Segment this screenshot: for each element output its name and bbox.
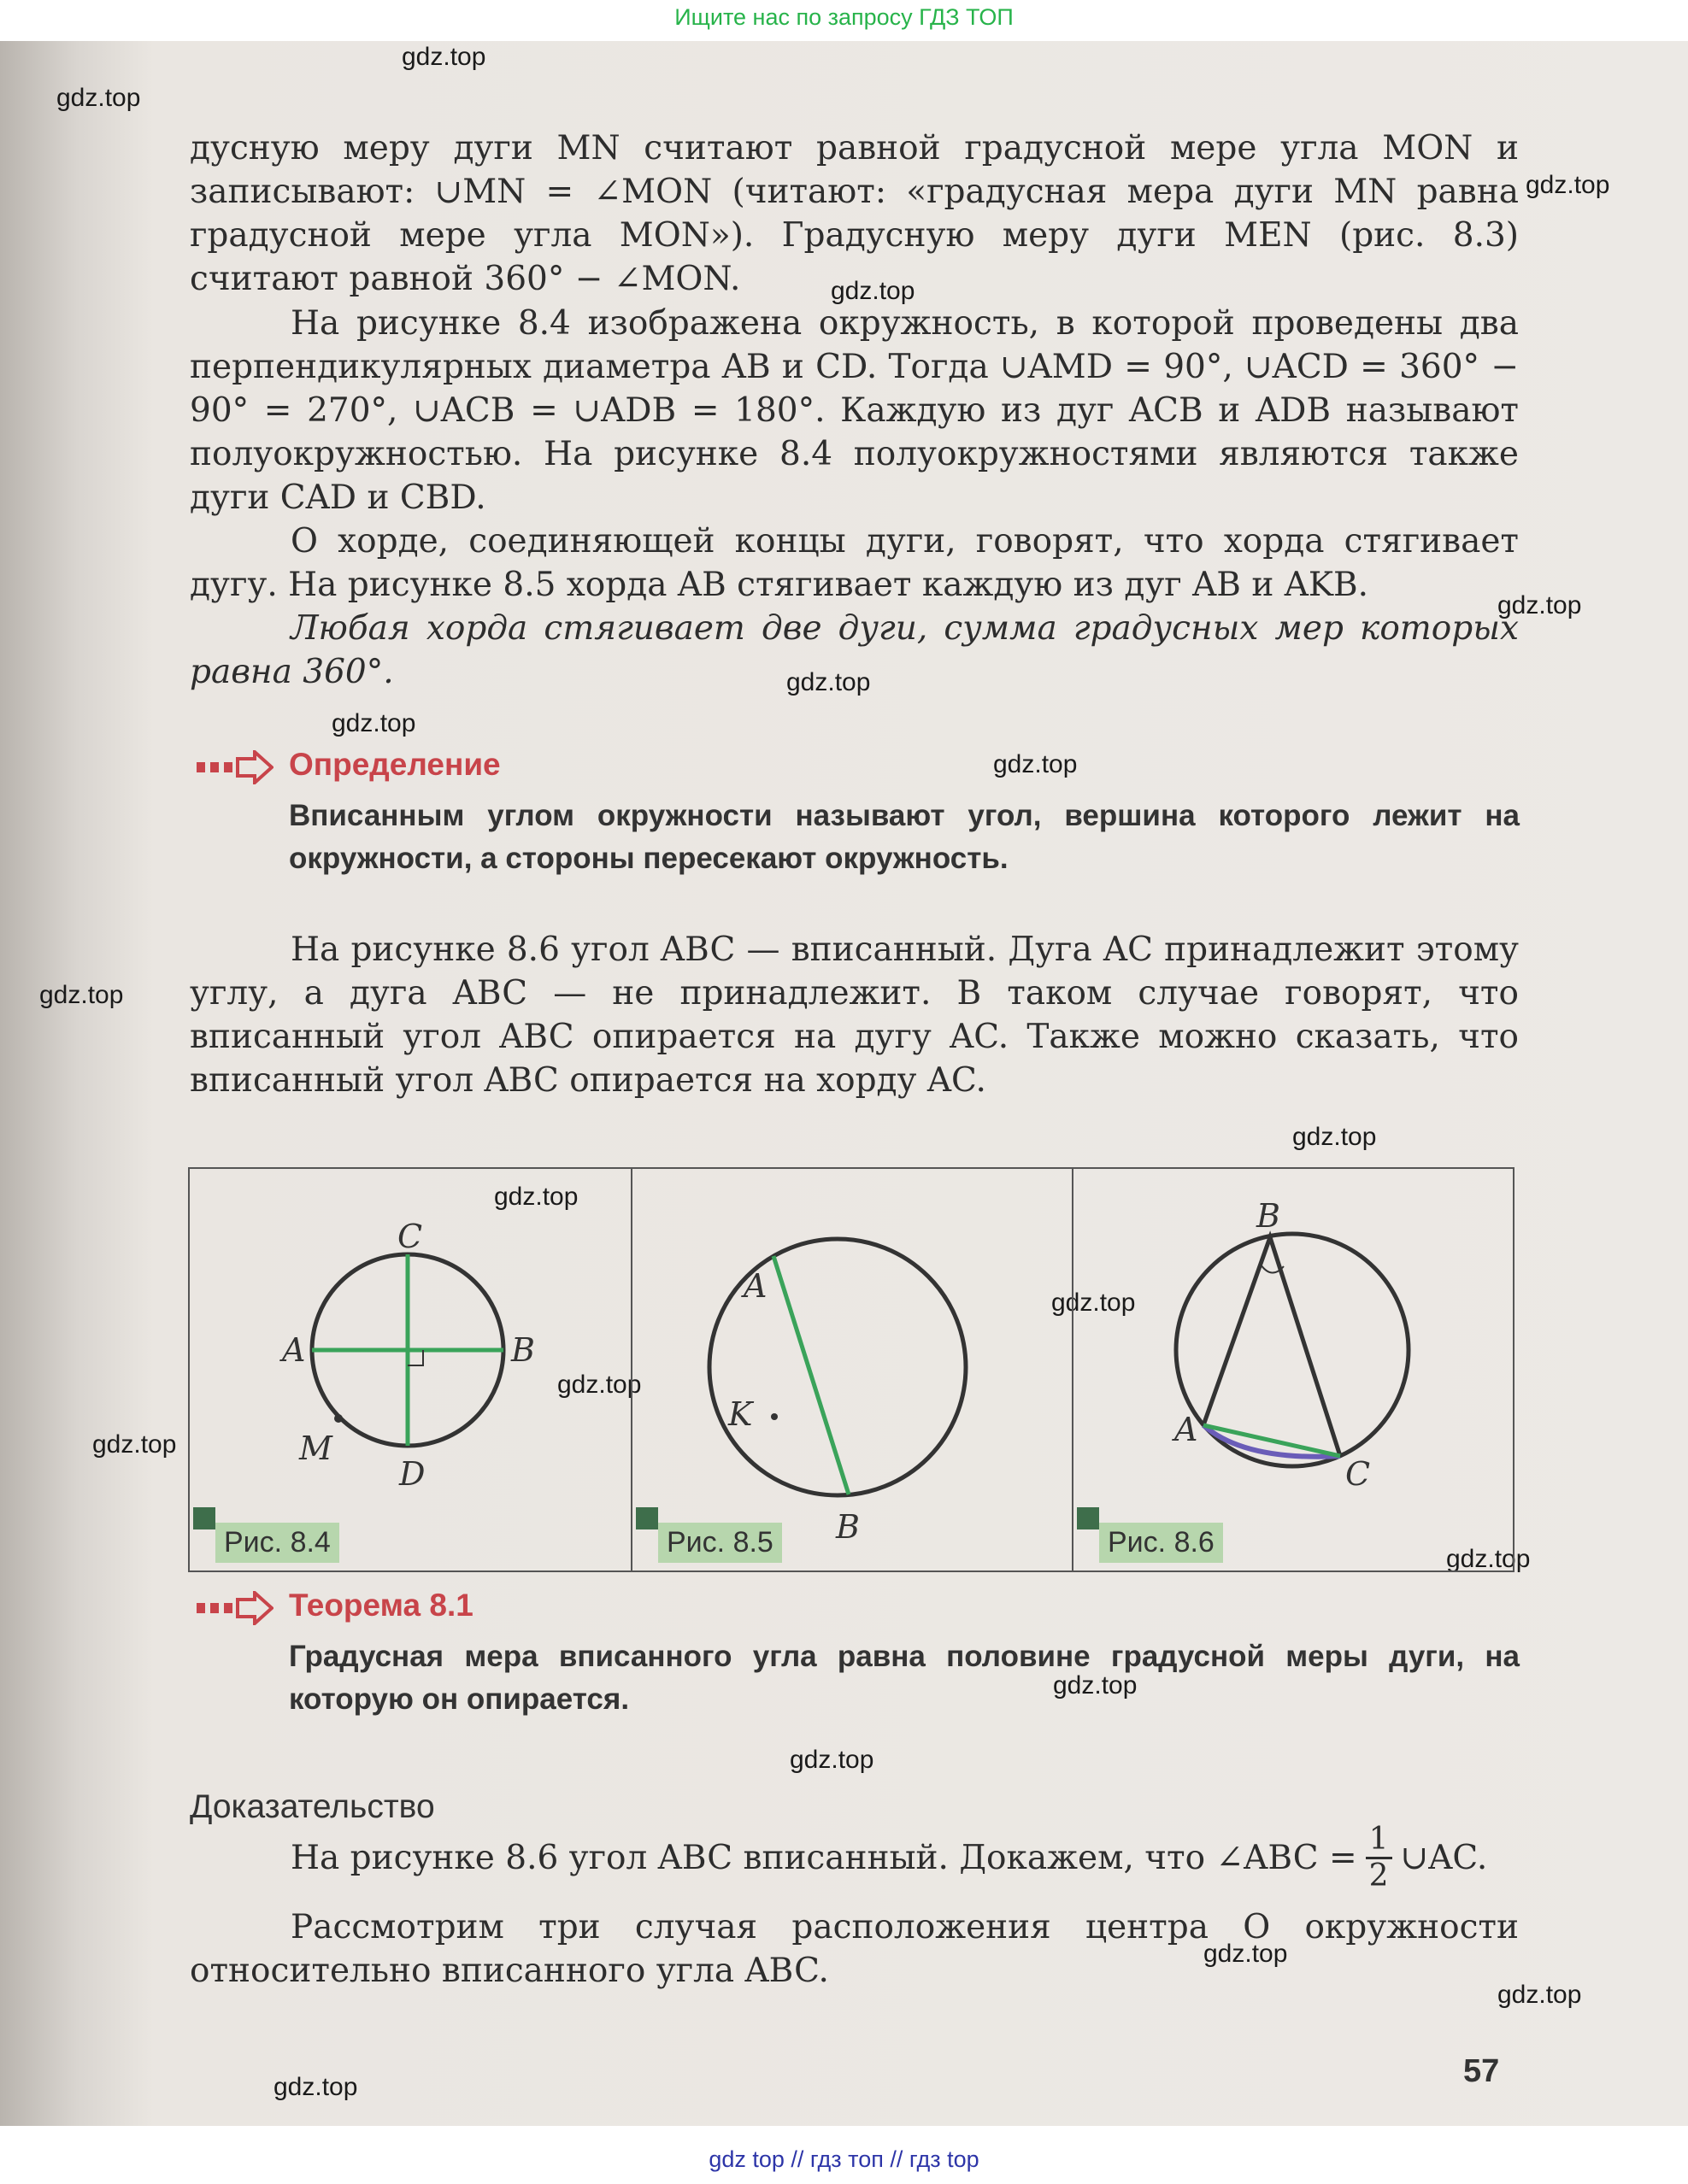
watermark: gdz.top: [92, 1430, 177, 1459]
caption-square: [636, 1507, 658, 1529]
paragraph-italic-rule: [190, 607, 1519, 694]
point-label-D: D: [399, 1455, 426, 1493]
proof-line-1-suffix: ∪AC.: [1400, 1839, 1488, 1877]
point-label-A: A: [1174, 1411, 1198, 1448]
point-label-B: B: [1256, 1197, 1280, 1235]
paragraph-chord: [190, 520, 1519, 607]
caption-square: [1077, 1507, 1099, 1529]
watermark: gdz.top: [993, 750, 1078, 778]
paragraph-fig-8-6: [190, 928, 1519, 1102]
caption-square: [193, 1507, 215, 1529]
point-label-A: A: [744, 1267, 768, 1305]
figures-panel: [188, 1167, 1514, 1572]
watermark: gdz.top: [402, 43, 486, 71]
point-label-A: A: [282, 1331, 306, 1369]
figure-8-6: [1073, 1169, 1513, 1570]
point-label-B: B: [511, 1331, 535, 1369]
figure-8-5-caption: Рис. 8.5: [658, 1523, 782, 1563]
definition-arrow-icon: [195, 750, 273, 784]
fraction-numerator: 1: [1366, 1823, 1392, 1859]
watermark: gdz.top: [557, 1371, 642, 1399]
figure-8-5: [632, 1169, 1073, 1570]
textbook-page: [0, 41, 1688, 2126]
proof-title: Доказательство: [190, 1788, 435, 1825]
fraction: [1366, 1823, 1392, 1893]
watermark: gdz.top: [332, 709, 416, 737]
watermark: gdz.top: [1053, 1671, 1138, 1700]
figure-8-5-drawing: [632, 1169, 1072, 1570]
figure-8-6-drawing: [1073, 1169, 1513, 1570]
paragraph-fig-8-4-text: На рисунке 8.4 изображена окружность, в которой проведены два перпендикулярных диаметра AB и CD. Тогда ∪AMD = 90°, ∪ACD = 360° − 90° = 270°, ∪ACB = ∪ADB = 180°. Каждую из дуг ACB и ADB называют полуокружностью. На рисунке 8.4 полуокружностями являются также дуги CAD и CBD.: [190, 304, 1519, 517]
watermark: gdz.top: [1497, 591, 1582, 619]
watermark: gdz.top: [1051, 1289, 1136, 1317]
watermark: gdz.top: [494, 1183, 579, 1211]
watermark: gdz.top: [39, 981, 124, 1009]
proof-line-2-text: Рассмотрим три случая расположения центра O окружности относительно вписанного угла ABC.: [190, 1908, 1519, 1990]
watermark: gdz.top: [1203, 1940, 1288, 1968]
figure-8-4: [190, 1169, 632, 1570]
top-banner[interactable]: Ищите нас по запросу ГДЗ ТОП: [674, 4, 1014, 30]
theorem-text: Градусная мера вписанного угла равна половине градусной меры дуги, на которую он опирается.: [289, 1640, 1520, 1716]
watermark: gdz.top: [1292, 1123, 1377, 1151]
footer-banner[interactable]: gdz top // гдз топ // гдз top: [709, 2146, 979, 2172]
definition-label: Определение: [289, 747, 501, 782]
watermark: gdz.top: [831, 277, 915, 305]
proof-line-1-prefix: На рисунке 8.6 угол ABC вписанный. Докажем, что ∠ABC =: [291, 1839, 1357, 1877]
figure-8-6-caption: Рис. 8.6: [1099, 1523, 1223, 1563]
figure-8-4-drawing: [190, 1169, 631, 1570]
paragraph-fig-8-4: [190, 302, 1519, 520]
point-label-M: M: [299, 1430, 332, 1467]
watermark: gdz.top: [56, 84, 141, 112]
point-label-C: C: [397, 1218, 423, 1255]
point-label-B: B: [836, 1508, 860, 1546]
fraction-denominator: 2: [1368, 1858, 1389, 1893]
intro-paragraph: [190, 126, 1519, 301]
paragraph-fig-8-6-text: На рисунке 8.6 угол ABC — вписанный. Дуга AC принадлежит этому углу, а дуга ABC — не принадлежит. В таком случае говорят, что вписанный угол ABC опирается на дугу AC. Также можно сказать, что вписанный угол ABC опирается на хорду AC.: [190, 931, 1519, 1100]
theorem-label: Теорема 8.1: [289, 1588, 473, 1623]
watermark: gdz.top: [786, 668, 871, 696]
figure-8-4-caption: Рис. 8.4: [215, 1523, 339, 1563]
watermark: gdz.top: [1446, 1545, 1531, 1573]
paragraph-chord-text: О хорде, соединяющей концы дуги, говорят, что хорда стягивает дугу. На рисунке 8.5 хорда AB стягивает каждую из дуг AB и AKB.: [190, 522, 1519, 604]
point-label-K: K: [728, 1395, 753, 1433]
intro-text: дусную меру дуги MN считают равной градусной мере угла MON и записывают: ∪MN = ∠MON (читают: «градусная мера дуги MN равна градусной мере угла MON»). Градусную меру дуги MEN (рис. 8.3) считают равной 360° − ∠MON.: [190, 129, 1519, 298]
paragraph-italic-text: Любая хорда стягивает две дуги, сумма градусных мер которых равна 360°.: [190, 609, 1519, 691]
watermark: gdz.top: [790, 1746, 874, 1774]
theorem-arrow-icon: [195, 1591, 273, 1625]
definition-text: Вписанным углом окружности называют угол, вершина которого лежит на окружности, а стороны пересекают окружность.: [289, 799, 1520, 875]
watermark: gdz.top: [1526, 171, 1610, 199]
watermark: gdz.top: [1497, 1981, 1582, 2009]
point-label-C: C: [1345, 1455, 1371, 1493]
proof-line-2: [190, 1905, 1519, 1993]
watermark: gdz.top: [273, 2073, 358, 2101]
page-number: 57: [1463, 2053, 1500, 2089]
proof-line-1: [190, 1823, 1519, 1893]
